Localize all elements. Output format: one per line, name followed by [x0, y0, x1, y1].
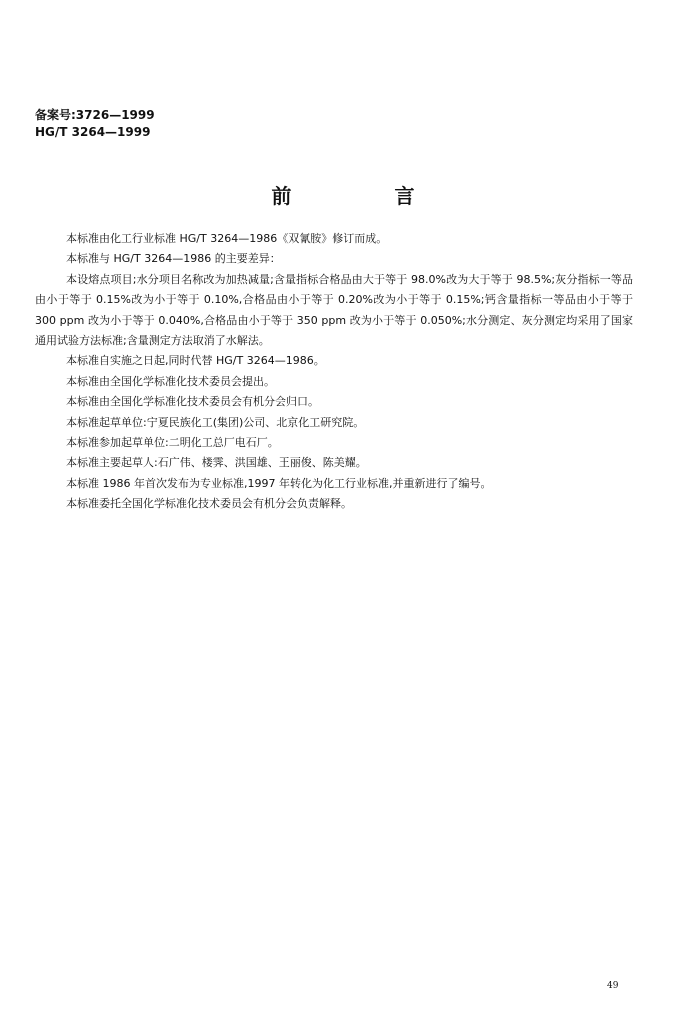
standard-code: HG/T 3264—1999	[35, 125, 151, 139]
paragraph-interpretation: 本标准委托全国化学标准化技术委员会有机分会负责解释。	[66, 497, 352, 511]
foreword-body	[35, 229, 633, 515]
paragraph-differences-detail: 本设熔点项目;水分项目名称改为加热减量;含量指标合格品由大于等于 98.0%改为大于等于 98.5%;灰分指标一等品由小于等于 0.15%改为小于等于 0.10%,合格品由小于等于 0.20%改为小于等于 0.15%;钙含量指标一等品由小于等于 300 ppm 改为小于等于 0.040%,合格品由小于等于 350 ppm 改为小于等于 0.050%;水分测定、灰分测定均采用了国家通用试验方法标准;含量测定方法取消了水解法。	[35, 272, 633, 348]
paragraph-differences-intro: 本标准与 HG/T 3264—1986 的主要差异：	[66, 252, 281, 266]
paragraph-history: 本标准 1986 年首次发布为专业标准,1997 年转化为化工行业标准,并重新进行了编号。	[66, 476, 492, 490]
filing-number: 备案号:3726—1999	[35, 108, 155, 122]
page-number: 49	[607, 981, 619, 991]
page-title	[0, 180, 686, 209]
paragraph-responsible-committee: 本标准由全国化学标准化技术委员会有机分会归口。	[66, 395, 319, 409]
paragraph-participating-unit: 本标准参加起草单位:二明化工总厂电石厂。	[66, 436, 279, 450]
paragraph-proposer: 本标准由全国化学标准化技术委员会提出。	[66, 374, 275, 388]
paragraph-revision-source: 本标准由化工行业标准 HG/T 3264—1986《双氰胺》修订而成。	[66, 232, 388, 245]
title-text: 前 言	[271, 184, 463, 208]
document-header	[35, 107, 155, 141]
paragraph-replacement: 本标准自实施之日起,同时代替 HG/T 3264—1986。	[66, 354, 325, 368]
paragraph-drafting-unit: 本标准起草单位:宁夏民族化工(集团)公司、北京化工研究院。	[66, 415, 365, 429]
paragraph-drafters: 本标准主要起草人:石广伟、楼霁、洪国雄、王丽俊、陈美耀。	[66, 456, 367, 470]
